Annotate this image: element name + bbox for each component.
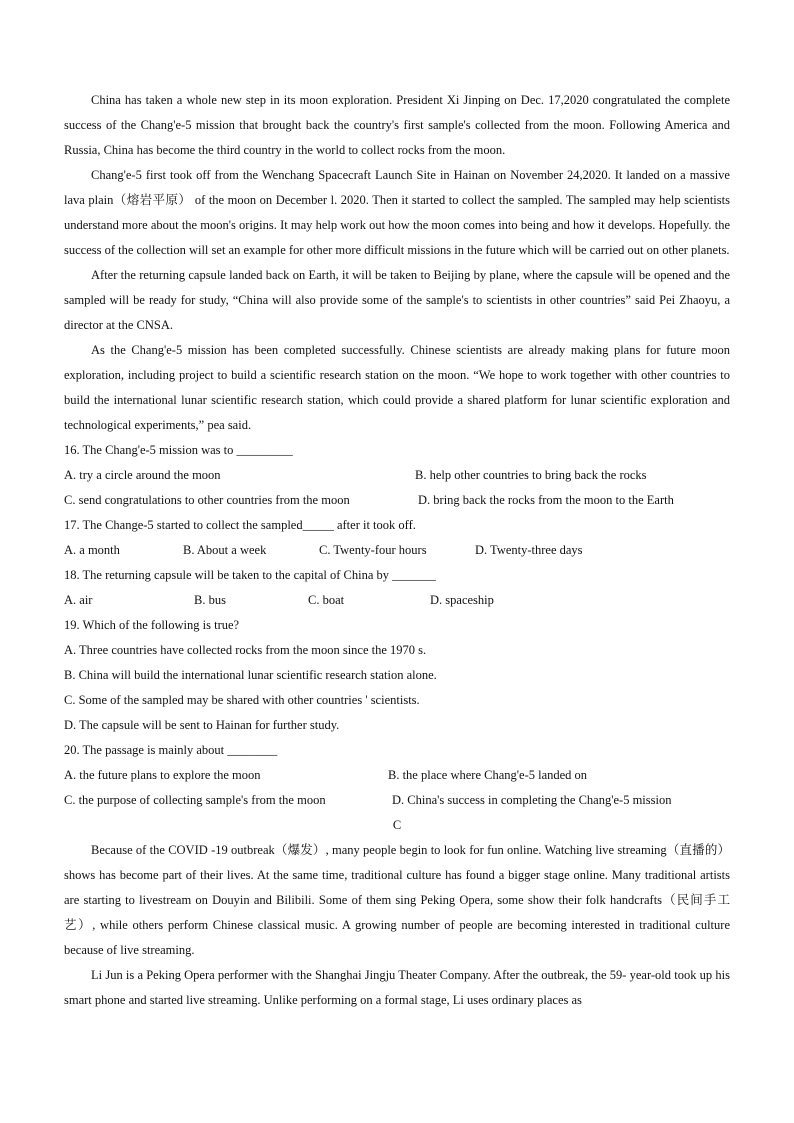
option-row <box>64 463 730 488</box>
option-c: C. boat <box>308 593 345 607</box>
question-20 <box>64 738 730 813</box>
passage-paragraph: Li Jun is a Peking Opera performer with the Shanghai Jingju Theater Company. After the outbreak, the 59- year-old took up his smart phone and started live streaming. Unlike performing on a formal stage, Li uses ordinary places as <box>64 968 730 1007</box>
option-d: D. China's success in completing the Chang'e-5 mission <box>392 793 672 807</box>
option-b: B. help other countries to bring back the rocks <box>415 468 647 482</box>
option-row <box>64 538 730 563</box>
option-row <box>64 588 730 613</box>
option-row <box>64 763 730 788</box>
option-d: D. bring back the rocks from the moon to the Earth <box>418 493 674 507</box>
option-d: D. Twenty-three days <box>475 543 583 557</box>
question-stem: 18. The returning capsule will be taken to the capital of China by _______ <box>64 568 436 582</box>
question-16 <box>64 438 730 513</box>
option-b: B. China will build the international lunar scientific research station alone. <box>64 668 437 682</box>
passage-paragraph: Because of the COVID -19 outbreak（爆发）, many people begin to look for fun online. Watching live streaming（直播的） shows has become part of their lives. At the same time, traditional culture has found a bigger stage online. Many traditional artists are starting to livestream on Douyin and Bilibili. Some of them sing Peking Opera, some show their folk handcrafts（民间手工艺）, while others perform Chinese classical music. A growing number of people are becoming interested in traditional culture because of live streaming. <box>64 843 730 957</box>
passage-paragraph: After the returning capsule landed back on Earth, it will be taken to Beijing by plane, where the capsule will be opened and the sampled will be ready for study, “China will also provide some of the sample's to scientists in other countries” said Pei Zhaoyu, a director at the CNSA. <box>64 268 730 332</box>
option-a: A. try a circle around the moon <box>64 468 221 482</box>
passage-c <box>64 838 730 1013</box>
section-label: C <box>392 818 402 832</box>
question-18 <box>64 563 730 613</box>
passage-b <box>64 88 730 438</box>
option-a: A. the future plans to explore the moon <box>64 768 261 782</box>
question-17 <box>64 513 730 563</box>
option-row <box>64 488 730 513</box>
option-d: D. spaceship <box>430 593 494 607</box>
option-b: B. bus <box>194 593 226 607</box>
option-c: C. Twenty-four hours <box>319 543 427 557</box>
passage-paragraph: As the Chang'e-5 mission has been completed successfully. Chinese scientists are already making plans for future moon exploration, including project to build a scientific research station on the moon. “We hope to work together with other countries to build the international lunar scientific research station, which could provide a shared platform for lunar scientific exploration and technological experiments,” pea said. <box>64 343 730 432</box>
passage-paragraph: Chang'e-5 first took off from the Wenchang Spacecraft Launch Site in Hainan on November 24,2020. It landed on a massive lava plain（熔岩平原） of the moon on December l. 2020. Then it started to collect the sampled. The sampled may help scientists understand more about the moon's origins. It may help work out how the moon comes into being and how it develops. Hopefully. the success of the collection will set an example for other more difficult missions in the future which will be carried out on other planets. <box>64 168 730 257</box>
question-stem: 19. Which of the following is true? <box>64 618 240 632</box>
option-c: C. send congratulations to other countries from the moon <box>64 493 350 507</box>
question-stem: 17. The Change-5 started to collect the sampled_____ after it took off. <box>64 518 416 532</box>
option-a: A. Three countries have collected rocks from the moon since the 1970 s. <box>64 643 427 657</box>
passage-paragraph: China has taken a whole new step in its moon exploration. President Xi Jinping on Dec. 17,2020 congratulated the complete success of the Chang'e-5 mission that brought back the country's first sample's collected from the moon. Following America and Russia, China has become the third country in the world to collect rocks from the moon. <box>64 93 730 157</box>
question-19 <box>64 613 730 738</box>
question-stem: 20. The passage is mainly about ________ <box>64 743 278 757</box>
option-b: B. About a week <box>183 543 267 557</box>
option-b: B. the place where Chang'e-5 landed on <box>388 768 588 782</box>
option-a: A. air <box>64 593 93 607</box>
option-c: C. the purpose of collecting sample's from the moon <box>64 793 326 807</box>
option-row <box>64 788 730 813</box>
question-stem: 16. The Chang'e-5 mission was to _________ <box>64 443 293 457</box>
exam-page <box>64 88 730 1013</box>
option-a: A. a month <box>64 543 120 557</box>
option-d: D. The capsule will be sent to Hainan for further study. <box>64 718 340 732</box>
option-c: C. Some of the sampled may be shared with other countries ' scientists. <box>64 693 420 707</box>
